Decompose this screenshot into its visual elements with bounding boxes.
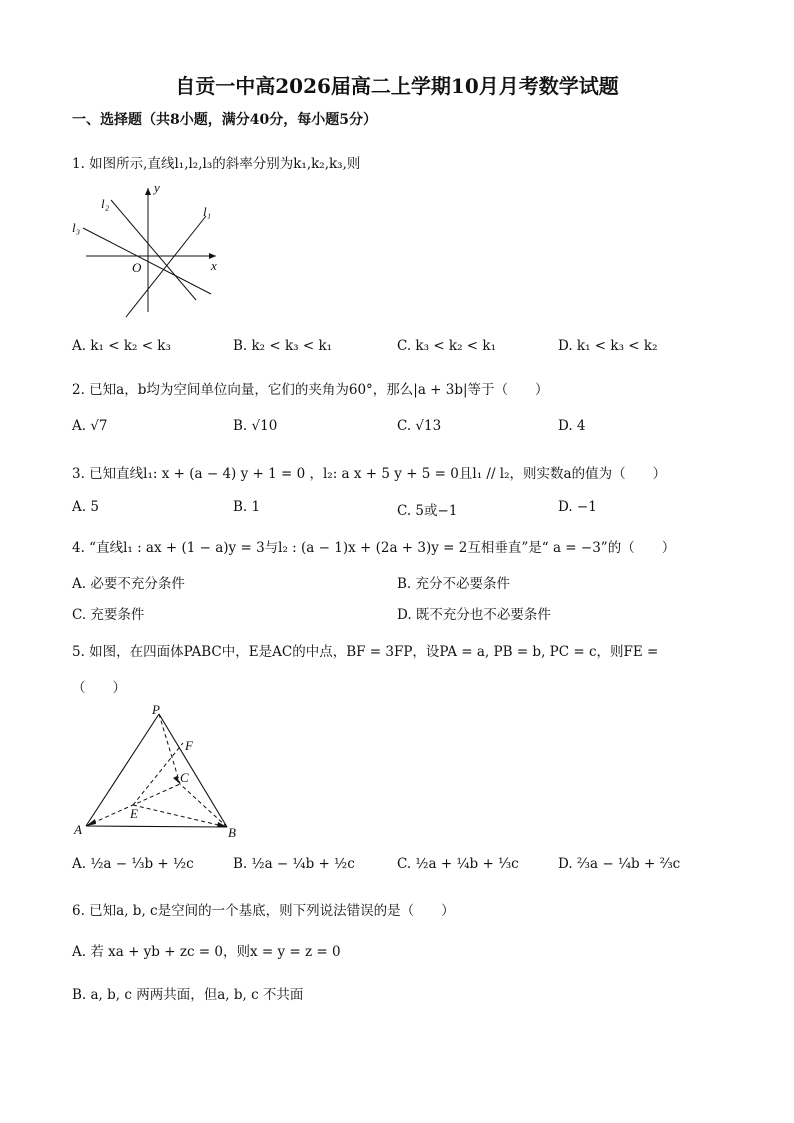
q4-option-b: B. 充分不必要条件 — [397, 576, 511, 592]
l2-label: l₂ — [101, 196, 110, 211]
q2-option-a: A. √7 — [72, 418, 108, 434]
question-5-text: 5. 如图，在四面体PABC中，E是AC的中点，BF = 3FP，设PA = a, PB = b, PC = c，则FE = — [72, 644, 659, 660]
q5-option-b: B. ½a − ¼b + ½c — [233, 856, 355, 872]
question-5-paren: （ ） — [72, 680, 126, 696]
question-3-text: 3. 已知直线l₁: x + (a − 4) y + 1 = 0 ，l₂: a x + 5 y + 5 = 0且l₁ // l₂，则实数a的值为（ ） — [72, 466, 667, 482]
q6-option-b: B. a, b, c 两两共面，但a, b, c 不共面 — [72, 987, 304, 1003]
q1-option-b: B. k₂ < k₃ < k₁ — [233, 338, 333, 354]
question-4-text: 4. “直线l₁ : ax + (1 − a)y = 3与l₂ : (a − 1)x + (2a + 3)y = 2互相垂直”是“ a = −3”的（ ） — [72, 540, 676, 556]
x-axis-label: x — [211, 258, 217, 273]
q1-option-c: C. k₃ < k₂ < k₁ — [397, 338, 496, 354]
q5-option-c: C. ½a + ¼b + ⅓c — [397, 856, 519, 872]
point-c-label: C — [180, 770, 189, 785]
q3-option-d: D. −1 — [558, 499, 597, 515]
q3-option-c: C. 5或−1 — [397, 503, 458, 519]
q5-option-a: A. ½a − ⅓b + ½c — [72, 856, 194, 872]
q5-option-d: D. ⅔a − ¼b + ⅔c — [558, 856, 681, 872]
q6-option-a: A. 若 xa + yb + zc = 0，则x = y = z = 0 — [72, 944, 341, 960]
q2-option-c: C. √13 — [397, 418, 442, 434]
origin-label: O — [132, 260, 142, 275]
q5-tetrahedron-figure — [68, 700, 248, 845]
l1-label: l₁ — [203, 204, 212, 219]
q3-option-b: B. 1 — [233, 499, 261, 515]
page-title: 自贡一中高2026届高二上学期10月月考数学试题 — [175, 74, 619, 98]
q3-option-a: A. 5 — [72, 499, 99, 515]
q4-option-a: A. 必要不充分条件 — [72, 576, 185, 592]
q2-option-b: B. √10 — [233, 418, 278, 434]
q4-option-d: D. 既不充分也不必要条件 — [397, 607, 551, 623]
section-heading: 一、选择题（共8小题，满分40分，每小题5分） — [72, 112, 377, 128]
q2-option-d: D. 4 — [558, 418, 586, 434]
q1-option-d: D. k₁ < k₃ < k₂ — [558, 338, 658, 354]
point-p-label: P — [152, 702, 160, 717]
question-1-text: 1. 如图所示,直线l₁,l₂,l₃的斜率分别为k₁,k₂,k₃,则 — [72, 156, 361, 172]
q1-option-a: A. k₁ < k₂ < k₃ — [72, 338, 171, 354]
point-f-label: F — [185, 738, 193, 753]
l3-label: l₃ — [72, 220, 81, 235]
question-2-text: 2. 已知a，b均为空间单位向量，它们的夹角为60°，那么|a + 3b|等于（ ） — [72, 382, 549, 398]
q4-option-c: C. 充要条件 — [72, 607, 145, 623]
q1-line-figure — [68, 180, 228, 320]
question-6-text: 6. 已知a, b, c是空间的一个基底，则下列说法错误的是（ ） — [72, 903, 455, 919]
point-b-label: B — [228, 825, 236, 840]
y-axis-label: y — [154, 180, 160, 195]
point-a-label: A — [74, 822, 82, 837]
point-e-label: E — [130, 806, 138, 821]
